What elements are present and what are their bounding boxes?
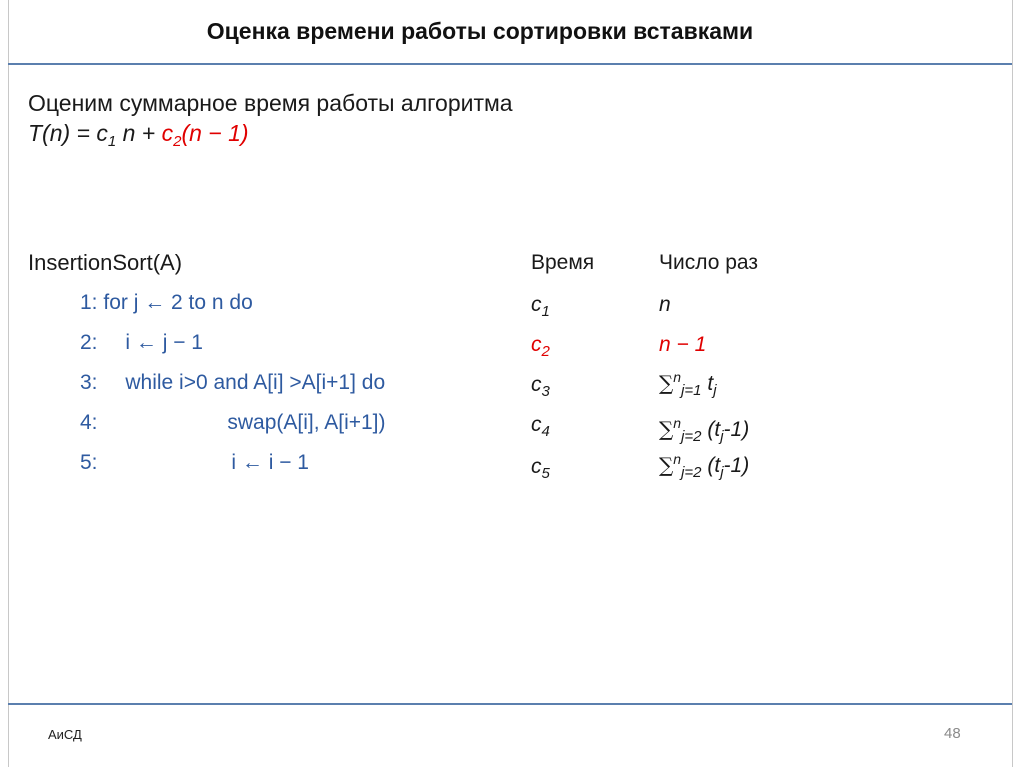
formula-c2 <box>161 120 249 150</box>
t-open: (t <box>707 418 721 441</box>
algorithm-header: InsertionSort(A) <box>28 250 183 275</box>
code-line-3 <box>80 370 385 396</box>
line-number: 3: <box>80 371 98 394</box>
sum-lower: j=2 <box>681 428 702 445</box>
sum-upper: n <box>673 369 682 385</box>
page-number: 48 <box>944 725 961 742</box>
code-text: for j ← 2 to n do <box>103 291 253 314</box>
cost-sub: 1 <box>541 303 550 320</box>
slide-right-border <box>1012 0 1013 767</box>
course-label: АиСД <box>48 727 82 742</box>
line-number: 4: <box>80 411 98 434</box>
sum-lower: j=2 <box>681 464 702 481</box>
intro-text: Оценим суммарное время работы алгоритма <box>28 90 513 116</box>
runtime-formula <box>28 118 249 148</box>
title-divider <box>8 63 1012 65</box>
code-line-2 <box>80 330 203 356</box>
code-text: while i>0 and A[i] >A[i+1] do <box>125 371 386 394</box>
t-open: (t <box>707 454 721 477</box>
cost-c1 <box>531 292 550 318</box>
cost-letter: c <box>531 293 542 316</box>
cost-letter: c <box>531 373 542 396</box>
line-number: 5: <box>80 451 98 474</box>
cost-c3 <box>531 372 550 398</box>
formula-c1-sub: 1 <box>107 133 117 150</box>
count-row-4 <box>659 416 749 443</box>
line-number: 1: <box>80 291 98 314</box>
footer-divider <box>8 703 1012 705</box>
formula-c2-sub: 2 <box>173 133 182 150</box>
t-sub: j <box>713 382 717 399</box>
code-line-5 <box>80 450 309 476</box>
cost-letter: c <box>531 455 542 478</box>
cost-sub: 5 <box>541 465 550 482</box>
t-close: -1) <box>723 454 750 477</box>
time-header: Время <box>531 251 595 274</box>
sum-upper: n <box>673 415 682 431</box>
t-close: -1) <box>723 418 750 441</box>
slide-title: Оценка времени работы сортировки вставками <box>206 18 754 44</box>
code-line-1 <box>80 290 253 316</box>
cost-sub: 3 <box>541 383 550 400</box>
formula-lhs: T(n) = c <box>28 120 108 146</box>
cost-sub: 4 <box>541 423 550 440</box>
t-var: t <box>707 372 714 395</box>
sum-lower: j=1 <box>681 382 702 399</box>
cost-letter: c <box>531 333 542 356</box>
slide-left-border <box>8 0 9 767</box>
code-line-4 <box>80 410 386 436</box>
formula-after-c1: n + <box>122 120 162 146</box>
cost-c4 <box>531 412 550 438</box>
code-text: i ← j − 1 <box>125 331 203 354</box>
t-sub: j <box>720 464 724 481</box>
summation-icon: ∑ <box>659 371 674 395</box>
summation-icon: ∑ <box>659 453 674 477</box>
cost-c5 <box>531 454 550 480</box>
code-text: swap(A[i], A[i+1]) <box>227 411 386 434</box>
formula-after-c2: (n − 1) <box>181 120 249 146</box>
cost-letter: c <box>531 413 542 436</box>
count-row-3 <box>659 370 717 397</box>
summation-icon: ∑ <box>659 417 674 441</box>
sum-upper: n <box>673 451 682 467</box>
code-text: i ← i − 1 <box>231 451 309 474</box>
count-header: Число раз <box>659 251 758 274</box>
count-row-5 <box>659 452 749 479</box>
formula-c2-letter: c <box>161 120 174 146</box>
count-row-2: n − 1 <box>659 333 707 356</box>
cost-sub: 2 <box>541 343 550 360</box>
line-number: 2: <box>80 331 98 354</box>
count-row-1: n <box>659 293 671 316</box>
t-sub: j <box>720 428 724 445</box>
cost-c2 <box>531 332 550 358</box>
